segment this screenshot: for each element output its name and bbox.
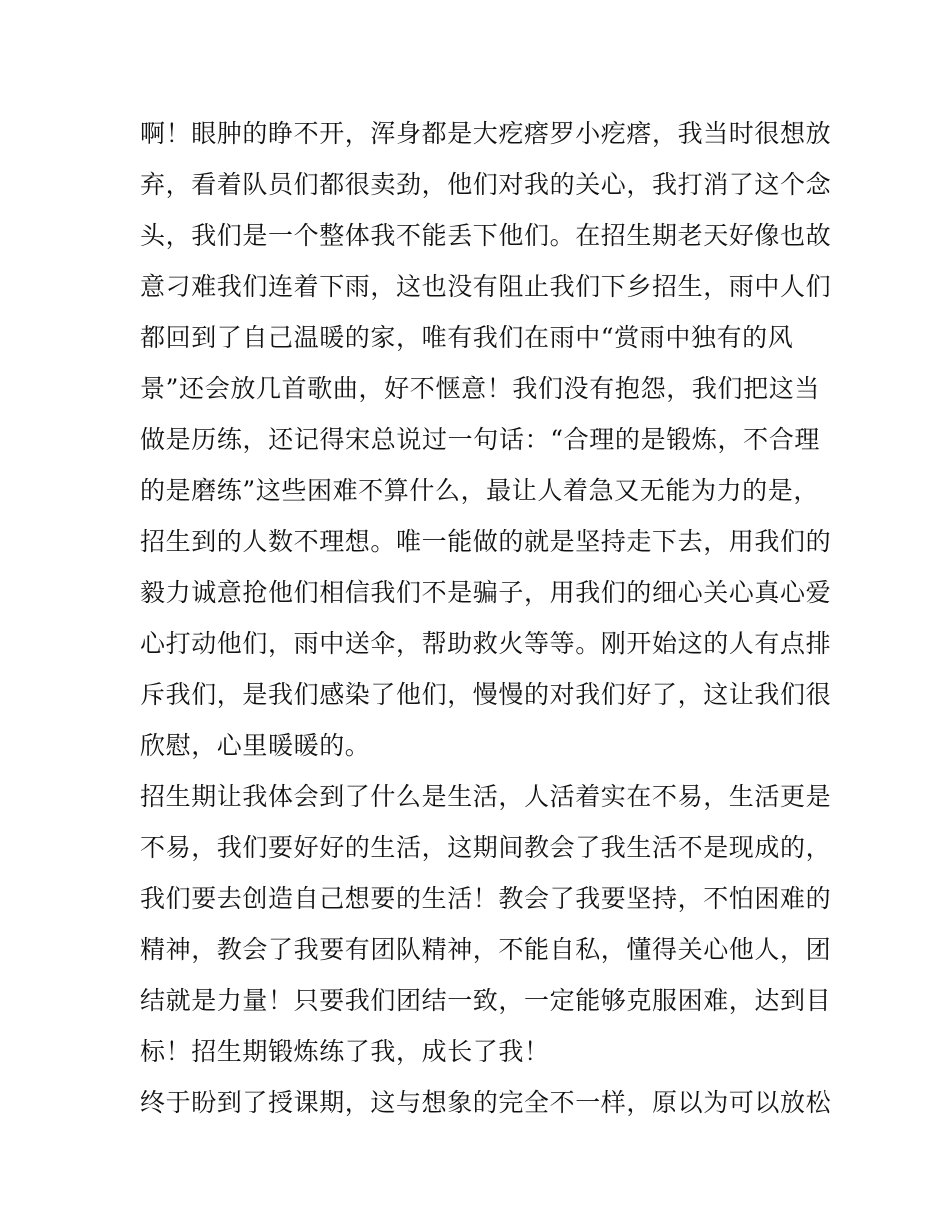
text-line: 都回到了自己温暖的家，唯有我们在雨中“赏雨中独有的风: [140, 323, 794, 352]
text-line: 精神，教会了我要有团队精神，不能自私，懂得关心他人，团: [140, 935, 832, 964]
text-line: 弃，看着队员们都很卖劲，他们对我的关心，我打消了这个念: [140, 170, 832, 199]
text-line: 终于盼到了授课期，这与想象的完全不一样，原以为可以放松: [140, 1088, 832, 1117]
text-line: 标！招生期锻炼练了我，成长了我！: [140, 1037, 550, 1066]
text-line: 欣慰，心里暖暖的。: [140, 731, 371, 760]
text-line: 头，我们是一个整体我不能丢下他们。在招生期老天好像也故: [140, 221, 832, 250]
text-line: 招生期让我体会到了什么是生活，人活着实在不易，生活更是: [140, 782, 832, 811]
text-line: 啊！眼肿的睁不开，浑身都是大疙瘩罗小疙瘩，我当时很想放: [140, 119, 832, 148]
text-line: 招生到的人数不理想。唯一能做的就是坚持走下去，用我们的: [140, 527, 832, 556]
text-line: 结就是力量！只要我们团结一致，一定能够克服困难，达到目: [140, 986, 832, 1015]
text-line: 不易，我们要好好的生活，这期间教会了我生活不是现成的，: [140, 833, 832, 862]
text-line: 景”还会放几首歌曲，好不惬意！我们没有抱怨，我们把这当: [140, 374, 820, 403]
text-line: 斥我们，是我们感染了他们，慢慢的对我们好了，这让我们很: [140, 680, 832, 709]
text-line: 毅力诚意抢他们相信我们不是骗子，用我们的细心关心真心爱: [140, 578, 832, 607]
text-line: 我们要去创造自己想要的生活！教会了我要坚持，不怕困难的: [140, 884, 832, 913]
text-line: 的是磨练”这些困难不算什么，最让人着急又无能为力的是，: [140, 476, 819, 505]
text-line: 意刁难我们连着下雨，这也没有阻止我们下乡招生，雨中人们: [140, 272, 832, 301]
text-line: 做是历练，还记得宋总说过一句话：“合理的是锻炼，不合理: [140, 425, 820, 454]
text-line: 心打动他们，雨中送伞，帮助救火等等。刚开始这的人有点排: [140, 629, 832, 658]
document-body: [140, 108, 832, 1128]
